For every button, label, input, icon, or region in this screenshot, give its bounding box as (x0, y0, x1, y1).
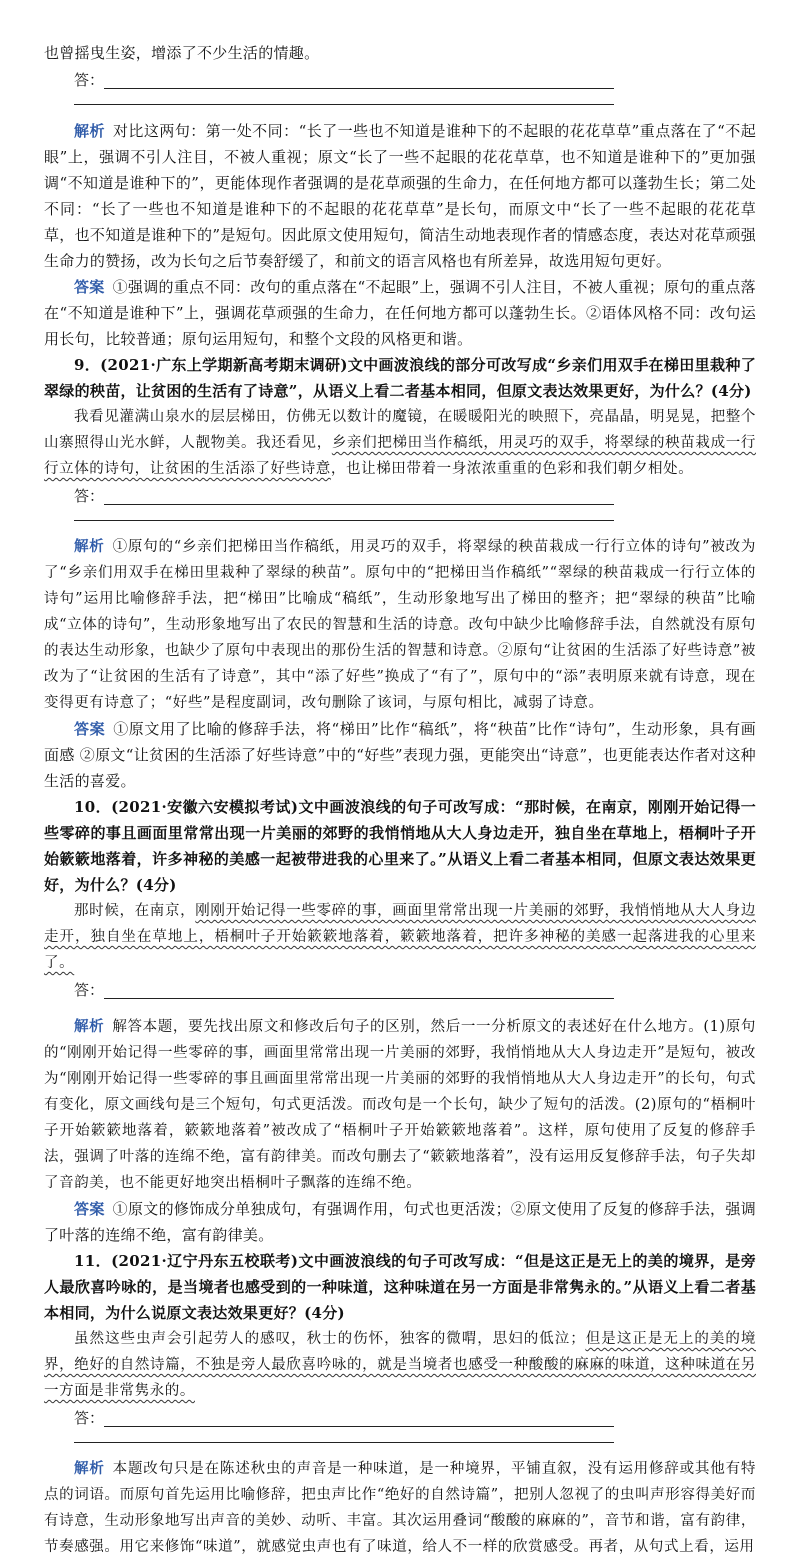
q8-analysis-text: 对比这两句：第一处不同：“长了一些也不知道是谁种下的不起眼的花花草草”重点落在了“不起眼”上，强调不引人注目，不被人重视；原文“长了一些不起眼的花花草草，也不知道是谁种下的”更加强调“不知道是谁种下的”，更能体现作者强调的是花草顽强的生命力，在任何地方都可以蓬勃生长；第二处不同：“长了一些也不知道是谁种下的不起眼的花花草草”是长句，而原文中“长了一些不起眼的花花草草，也不知道是谁种下的”是短句。因此原文使用短句，简洁生动地表现作者的情感态度，表达对花草顽强生命力的赞扬，改为长句之后节奏舒缓了，和前文的语言风格也有所差异，故选用短句更好。 (44, 122, 756, 270)
q10-answer-text: ①原文的修饰成分单独成句，有强调作用，句式也更活泼；②原文使用了反复的修辞手法，强调了叶落的连绵不绝，富有韵律美。 (44, 1200, 756, 1244)
answer-tag: 答案 (74, 278, 105, 296)
answer-label: 答： (74, 981, 105, 999)
q9-answer-text: ①原文用了比喻的修辞手法，将“梯田”比作“稿纸”，将“秧苗”比作“诗句”，生动形象，具有画面感 ②原文“让贫困的生活添了好些诗意”中的“好些”表现力强，更能突出“诗意”，也更能表达作者对这种生活的喜爱。 (44, 720, 756, 790)
answer-label: 答： (74, 487, 105, 505)
q9-passage-b: ，也让梯田带着一身浓浓重重的色彩和我们朝夕相处。 (330, 461, 694, 477)
answer-tag: 答案 (74, 720, 106, 738)
blank-line (74, 94, 756, 110)
answer-tag: 答案 (74, 1200, 105, 1218)
answer-line[interactable] (74, 1404, 756, 1432)
q10-passage-wavy: 刚刚开始记得一些零碎的事，画面里常常出现一片美丽的郊野，我悄悄地从大人身边走开，独自坐在草地上，梧桐叶子开始簌簌地落着，簌簌地落着，把许多神秘的美感一起落进我的心里来了。 (44, 903, 756, 971)
analysis-tag: 解析 (74, 1460, 105, 1477)
q9-analysis-text: ①原句的“乡亲们把梯田当作稿纸，用灵巧的双手，将翠绿的秧苗栽成一行行立体的诗句”被改为了“乡亲们用双手在梯田里栽种了翠绿的秧苗”。原句中的“把梯田当作稿纸”“翠绿的秧苗栽成一行行立体的诗句”运用比喻修辞手法，把“梯田”比喻成“稿纸”，生动形象地写出了梯田的整齐；把“翠绿的秧苗”比喻成“立体的诗句”，生动形象地写出了农民的智慧和生活的诗意。改句中缺少比喻修辞手法，自然就没有原句的表达生动形象，也缺少了原句中表现出的那份生活的智慧和诗意。②原句“让贫困的生活添了好些诗意”被改为了“让贫困的生活有了诗意”，其中“添了好些”换成了“有了”，原句中的“添”表明原来就有诗意，现在变得更有诗意了；“好些”是程度副词，改句删除了该词，与原句相比，减弱了诗意。 (44, 539, 757, 711)
q8-analysis (44, 118, 756, 274)
q9-passage-wavy: 乡亲们把梯田当作稿纸，用灵巧的双手，将翠绿的秧苗栽成一行行立体的诗句，让贫困的生活添了好些诗意 (44, 435, 756, 477)
carryover-text: 也曾摇曳生姿，增添了不少生活的情趣。 (44, 44, 320, 62)
q9-title: 9．(2021·广东上学期新高考期末调研)文中画波浪线的部分可改写成“乡亲们用双手在梯田里栽种了翠绿的秧苗，让贫困的生活有了诗意”，从语义上看二者基本相同，但原文表达效果更好，为什么？(4分) (44, 356, 756, 400)
q10-analysis (44, 1014, 756, 1196)
answer-label: 答： (74, 1409, 105, 1427)
answer-line[interactable] (74, 66, 756, 94)
q10-title: 10．(2021·安徽六安模拟考试)文中画波浪线的句子可改写成：“那时候，在南京，刚刚开始记得一些零碎的事且画面里常常出现一片美丽的郊野的我悄悄地从大人身边走开，独自坐在草地上，梧桐叶子开始簌簌地落着，许多神秘的美感一起被带进我的心里来了。”从语义上看二者基本相同，但原文表达效果更好，为什么？(4分) (44, 798, 756, 894)
answer-line[interactable] (74, 976, 756, 1004)
q11-analysis-text: 本题改句只是在陈述秋虫的声音是一种味道，是一种境界，平铺直叙，没有运用修辞或其他有特点的词语。而原句首先运用比喻修辞，把虫声比作“绝好的自然诗篇”，把别人忽视了的虫叫声形容得美好而有诗意，生动形象地写出声音的美妙、动听、丰富。其次运用叠词“酸酸的麻麻的”，音节和谐，富有韵律，节奏感强。用它来修饰“味道”，就感觉虫声也有了味道，给人不一样的欣赏感受。再者，从句式上看，运用 (44, 1461, 756, 1555)
q9-analysis (44, 534, 756, 716)
answer-label: 答： (74, 71, 105, 89)
blank-line (74, 1432, 756, 1448)
q8-answer (44, 274, 756, 352)
q10-answer (44, 1196, 756, 1248)
q8-answer-text: ①强调的重点不同：改句的重点落在“不起眼”上，强调不引人注目，不被人重视；原句的重点落在“不知道是谁种下”上，强调花草顽强的生命力，在任何地方都可以蓬勃生长。②语体风格不同：改句运用长句，比较普通；原句运用短句，和整个文段的风格更和谐。 (44, 278, 756, 348)
q10-passage (44, 898, 756, 976)
q10-passage-a: 那时候，在南京， (74, 903, 196, 919)
q11-passage (44, 1326, 756, 1404)
q9-passage (44, 404, 756, 482)
q11-passage-wavy: 但是这正是无上的美的境界，绝好的自然诗篇，不独是旁人最欣喜吟咏的，就是当境者也感受一种酸酸的麻麻的味道，这种味道在另一方面是非常隽永的。 (44, 1331, 756, 1399)
q11-analysis (44, 1456, 756, 1560)
analysis-tag: 解析 (74, 1018, 105, 1035)
q11-passage-a: 虽然这些虫声会引起劳人的感叹，秋士的伤怀，独客的微喟，思妇的低泣； (74, 1331, 586, 1347)
document-page (44, 40, 756, 1560)
analysis-tag: 解析 (74, 538, 105, 555)
blank-line (74, 510, 756, 526)
q9-passage-a: 我看见灌满山泉水的层层梯田，仿佛无以数计的魔镜，在暖暖阳光的映照下，亮晶晶，明晃晃，把整个山寨照得山光水鲜，人靓物美。我还看见， (44, 409, 756, 451)
q11-title: 11．(2021·辽宁丹东五校联考)文中画波浪线的句子可改写成：“但是这正是无上的美的境界，是旁人最欣喜吟咏的，是当境者也感受到的一种味道，这种味道在另一方面是非常隽永的。”从语义上看二者基本相同，为什么说原文表达效果更好？(4分) (44, 1252, 756, 1322)
answer-line[interactable] (74, 482, 756, 510)
analysis-tag: 解析 (74, 122, 105, 140)
q10-analysis-text: 解答本题，要先找出原文和修改后句子的区别，然后一一分析原文的表述好在什么地方。(1)原句的“刚刚开始记得一些零碎的事，画面里常常出现一片美丽的郊野，我悄悄地从大人身边走开”是短句，被改为“刚刚开始记得一些零碎的事且画面里常常出现一片美丽的郊野的我悄悄地从大人身边走开”的长句，句式有变化，原文画线句是三个短句，句式更活泼。而改句是一个长句，缺少了短句的活泼。(2)原句的“梧桐叶子开始簌簌地落着，簌簌地落着”被改成了“梧桐叶子开始簌簌地落着”。这样，原句使用了反复的修辞手法，强调了叶落的连绵不绝，富有韵律美。而改句删去了“簌簌地落着”，没有运用反复修辞手法，句子失却了音韵美，也不能更好地突出梧桐叶子飘落的连绵不绝。 (44, 1019, 756, 1191)
q9-answer (44, 716, 756, 794)
